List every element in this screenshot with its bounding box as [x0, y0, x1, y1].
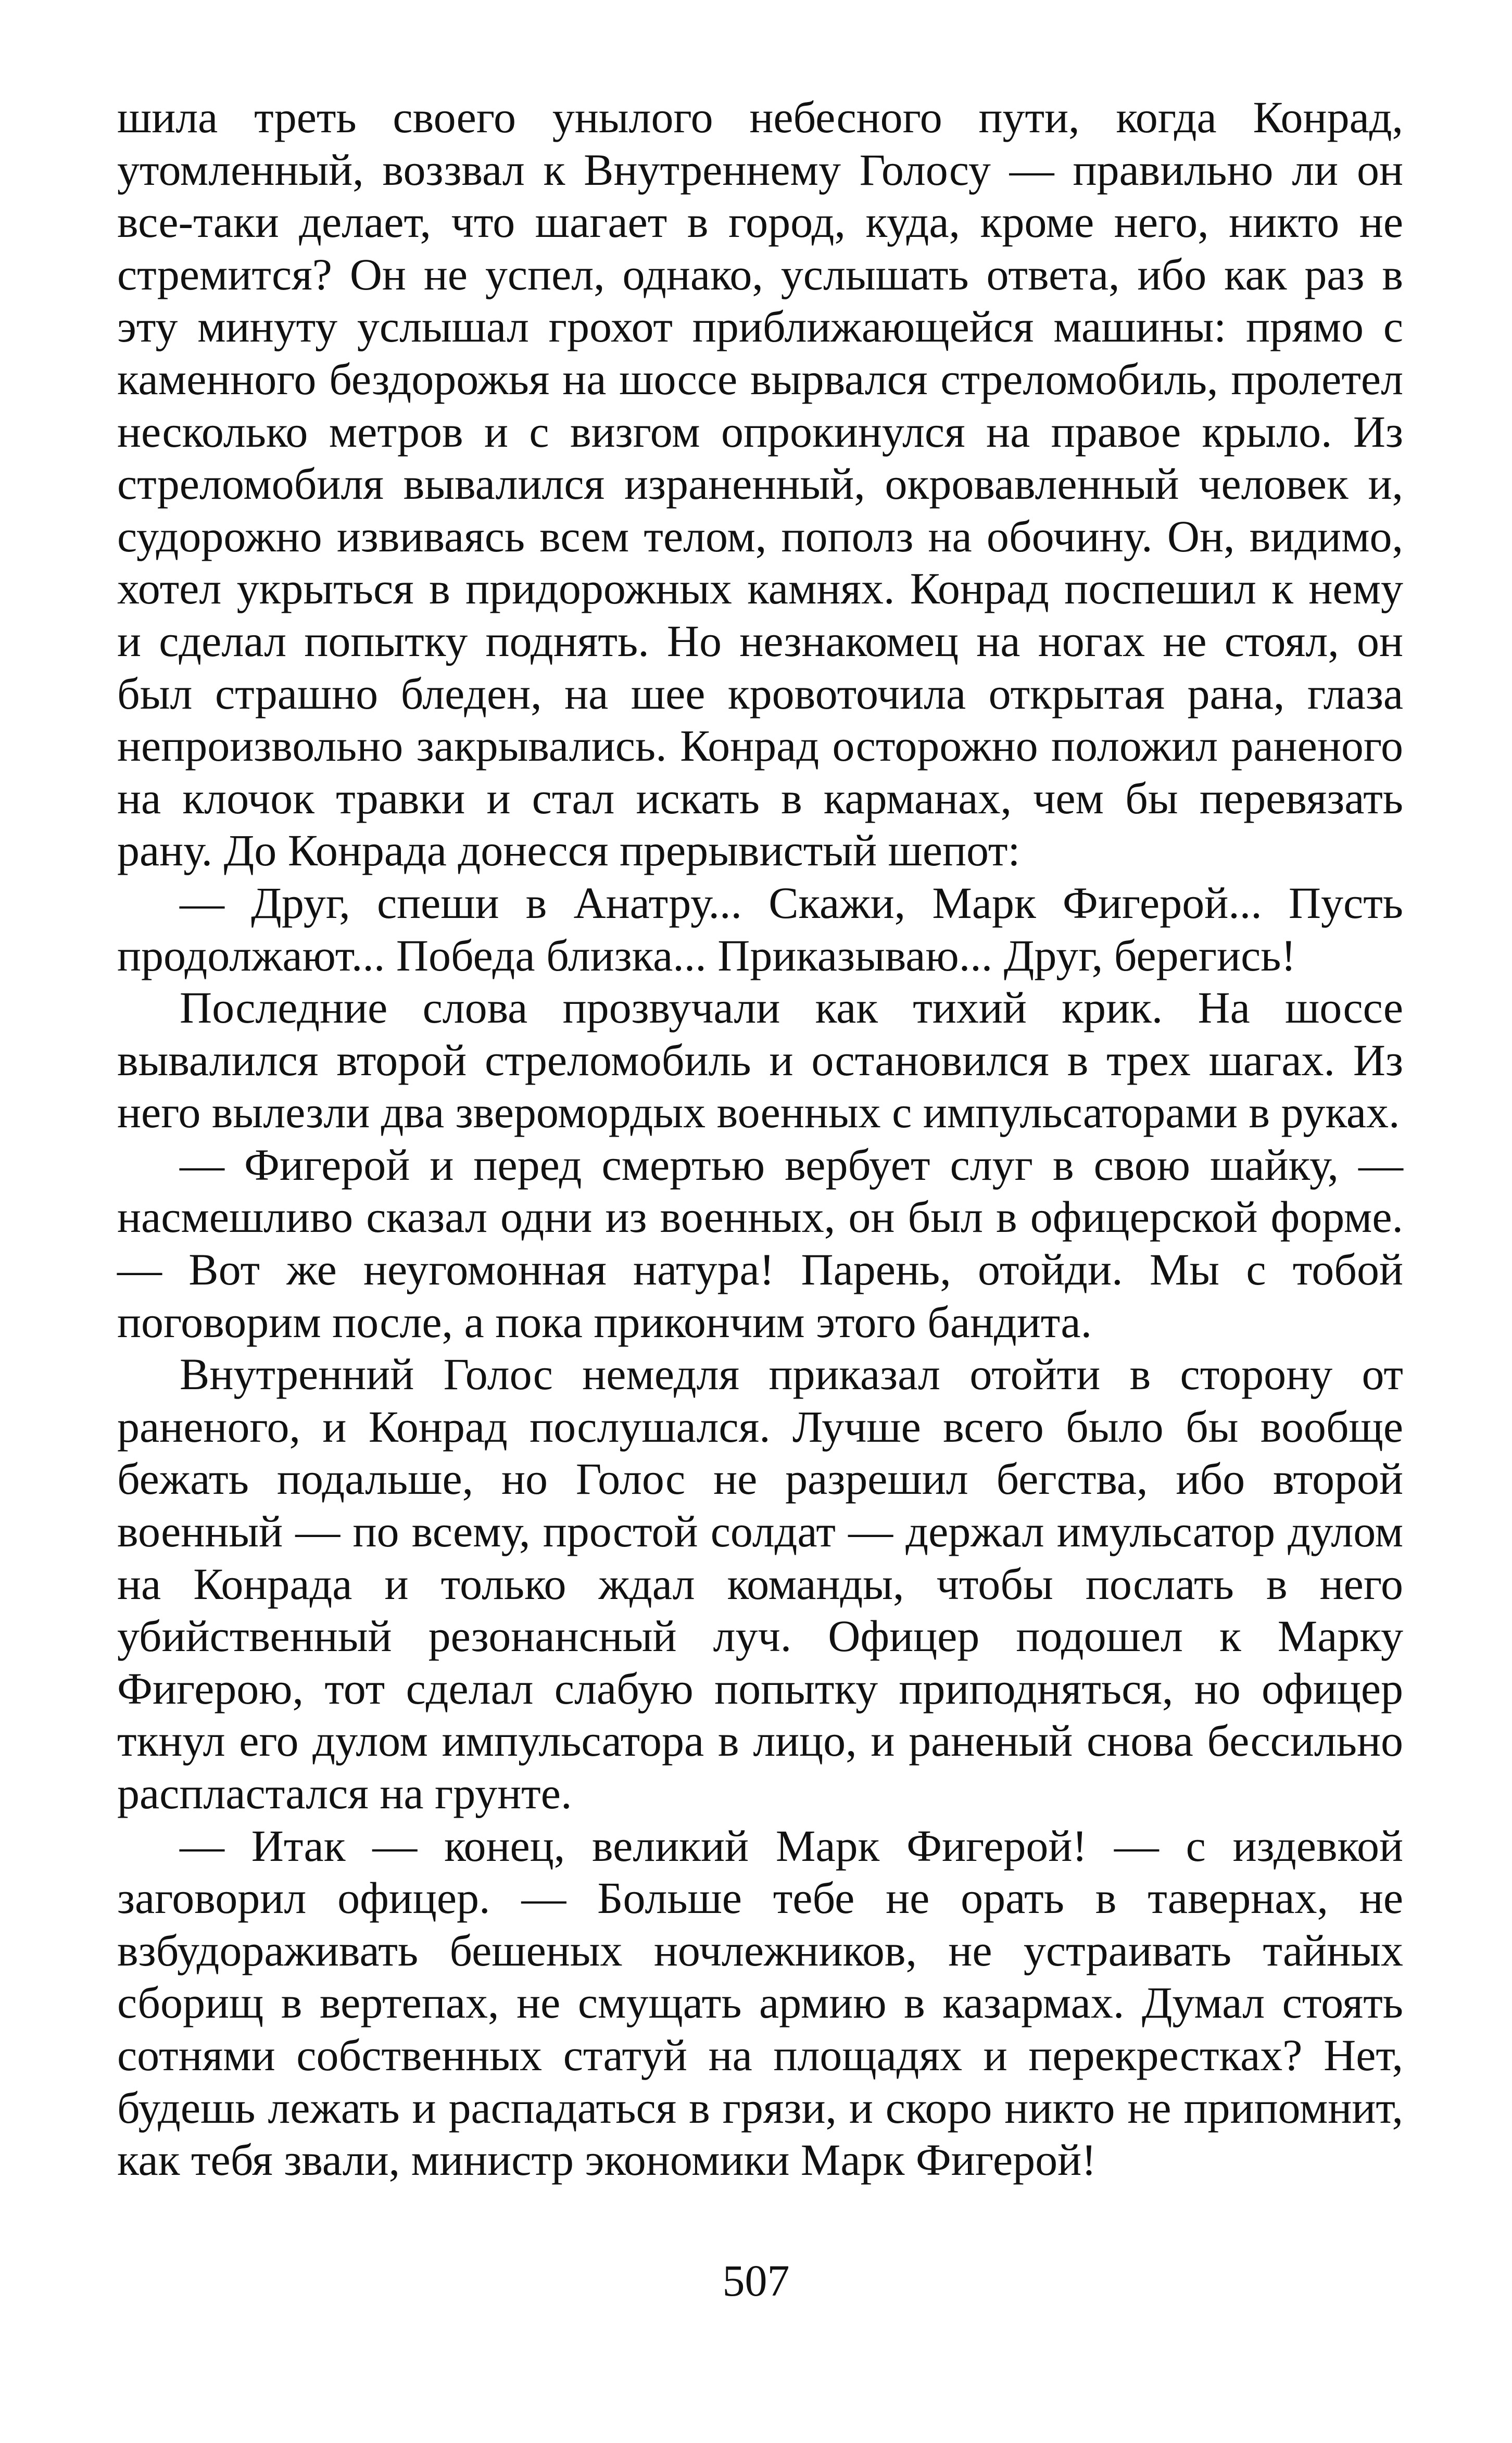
paragraph-officer-taunt: — Итак — конец, великий Марк Фигерой! — с издевкой заговорил офицер. — Больше тебе не орать в тавернах, не взбудораживать бешеных ночлежников, не устраивать тайных сборищ в вертепах, не смущать армию в казармах. Думал стоять сотнями собственных статуй на площадях и перекрестках? Нет, будешь лежать и распадаться в грязи, и скоро никто не припомнит, как тебя звали, министр экономики Марк Фигерой! — [117, 1820, 1403, 2185]
paragraph-continued: шила треть своего унылого небесного пути, когда Конрад, утомленный, воззвал к Внутреннему Голосу — правильно ли он все-таки делает, что шагает в город, куда, кроме него, никто не стремится? Он не успел, однако, услышать ответа, ибо как раз в эту минуту услышал грохот приближающейся машины: прямо с каменного бездорожья на шоссе вырвался стреломобиль, пролетел несколько метров и с визгом опрокинулся на правое крыло. Из стреломобиля вывалился израненный, окровавленный человек и, судорожно извиваясь всем телом, пополз на обочину. Он, видимо, хотел укрыться в придорожных камнях. Конрад поспешил к нему и сделал попытку поднять. Но незнакомец на ногах не стоял, он был страшно бледен, на шее кровоточила открытая рана, глаза непроизвольно закрывались. Конрад осторожно положил раненого на клочок травки и стал искать в карманах, чем бы перевязать рану. До Конрада донесся прерывистый шепот: — [117, 92, 1403, 876]
body-text — [117, 91, 1403, 2186]
paragraph-inner-voice: Внутренний Голос немедля приказал отойти в сторону от раненого, и Конрад послушался. Лучше всего было бы вообще бежать подальше, но Голос не разрешил бегства, ибо второй военный — по всему, простой солдат — держал имульсатор дулом на Конрада и только ждал команды, чтобы послать в него убийственный резонансный луч. Офицер подошел к Марку Фигерою, тот сделал слабую попытку приподняться, но офицер ткнул его дулом импульсатора в лицо, и раненый снова бессильно распластался на грунте. — [117, 1349, 1403, 1818]
paragraph-dialogue-whisper: — Друг, спеши в Анатру... Скажи, Марк Фигерой... Пусть продолжают... Победа близка... Приказываю... Друг, берегись! — [117, 877, 1403, 980]
paragraph-officer-speech: — Фигерой и перед смертью вербует слуг в свою шайку, — насмешливо сказал одни из военных, он был в офицерской форме. — Вот же неугомонная натура! Парень, отойди. Мы с тобой поговорим после, а пока прикончим этого бандита. — [117, 1139, 1403, 1347]
paragraph-second-vehicle: Последние слова прозвучали как тихий крик. На шоссе вывалился второй стреломобиль и остановился в трех шагах. Из него вылезли два зверомордых военных с импульсаторами в руках. — [117, 983, 1403, 1138]
page-number: 507 — [722, 2256, 790, 2306]
